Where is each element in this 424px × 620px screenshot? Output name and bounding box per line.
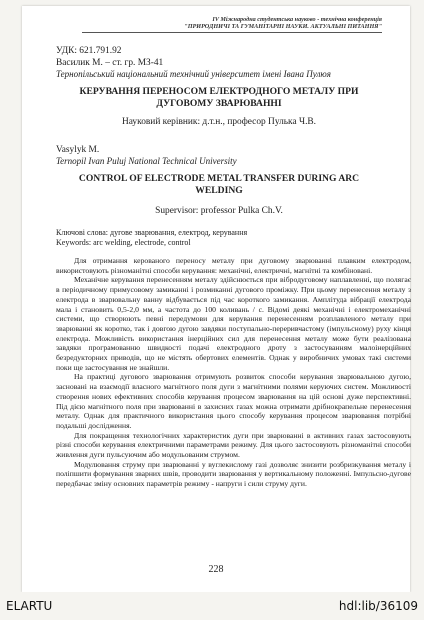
- document-page: [22, 6, 410, 592]
- author-en: Vasylyk M.: [56, 145, 100, 155]
- supervisor-ua: Науковий керівник: д.т.н., професор Пулька Ч.В.: [121, 117, 317, 127]
- paper-title-en: CONTROL OF ELECTRODE METAL TRANSFER DURING ARC WELDING: [78, 173, 360, 196]
- body-paragraph: Механічне керування перенесенням металу здійснюється при вібродуговому наплавленні, що полягає в періодичному примусовому замиканні і розмиканні дугового проміжку. При цьому перенесення металу з електрода в зварювальну ванну відбувається під час короткого замикання. Амплітуда вібрації електрода мала і становить 0,5-2,0 мм, а частота до 100 коливань / с. Відомі деякі механічні і електромеханічні системи, що створюють певні передумови для керування перенесенням розплавленого металу при зварюванні як коротко, так і довгою дугою завдяки поступально-переривчастому (імпульсному) руху кінця електрода. Можливість використання інерційних сил для перенесення металу може бути реалізована завдяки програмованню швидкості подачі електродного дроту з застосуванням малоінерційних безредукторних приводів, що не містять обертових елементів. Однак у виробничих умовах такі системи поки ще застосування не знайшли.: [56, 275, 411, 372]
- keywords-en: Keywords: arc welding, electrode, control: [56, 238, 191, 247]
- body-paragraph: Для покращення технологічних характеристик дуги при зварюванні в активних газах застосовують різні способи керування електричними параметрами режиму. Для цього застосовують різноманітні способи живлення дуги пульсуючим або модульованим струмом.: [56, 430, 411, 460]
- conference-title-line2: "ПРИРОДНИЧІ ТА ГУМАНІТАРНІ НАУКИ. АКТУАЛЬНІ ПИТАННЯ": [184, 23, 382, 31]
- keywords-ua: Ключові слова: дугове зварювання, електрод, керування: [56, 228, 248, 237]
- affiliation-en: Ternopil Ivan Puluj National Technical University: [56, 156, 237, 166]
- udc-code: УДК: 621.791.92: [56, 46, 122, 56]
- conference-header: [102, 16, 382, 31]
- supervisor-en: Supervisor: professor Pulka Ch.V.: [155, 206, 283, 216]
- affiliation-ua: Тернопільський національний технічний університет імені Івана Пулюя: [56, 69, 331, 79]
- repository-label: ELARTU: [6, 599, 53, 613]
- author-ua: Василик М. – ст. гр. МЗ-41: [56, 58, 164, 68]
- header-rule: [82, 32, 382, 33]
- handle-link[interactable]: hdl:lib/36109: [338, 599, 418, 613]
- body-text: [56, 256, 411, 489]
- paper-title-ua: КЕРУВАННЯ ПЕРЕНОСОМ ЕЛЕКТРОДНОГО МЕТАЛУ ПРИ ДУГОВОМУ ЗВАРЮВАННІ: [79, 86, 359, 109]
- conference-title-line1: IV Міжнародна студентська науково - технічна конференція: [212, 16, 382, 23]
- page-number: 228: [208, 564, 224, 575]
- body-paragraph: На практиці дугового зварювання отримують розвиток способи керування зварювальною дугою, засновані на взаємодії власного магнітного поля дуги з магнітними полями керуючих систем. Можливості створення нових ефективних способів керування процесом зварювання на цій основі дуже перспективні. Під дією магнітного поля при зварюванні в захисних газах можна отримати дрібнокрапельне перенесення металу. Однак для практичного використання цього способу керування процесом зварювання потрібні подальші дослідження.: [56, 372, 411, 430]
- viewer-footer: [0, 592, 424, 620]
- body-paragraph: Для отримання керованого переносу металу при дуговому зварюванні плавким електродом, використовують різноманітні способи керування: механічні, електричні, магнітні та комбіновані.: [56, 256, 411, 275]
- body-paragraph: Модулювання струму при зварюванні у вуглекислому газі дозволяє знизити розбризкування металу і поліпшити формування зварних швів, проводити зварювання у вертикальному положенні. Імпульсно-дугове передбачає зміну основних параметрів режиму - напруги і сили струму дуги.: [56, 459, 411, 489]
